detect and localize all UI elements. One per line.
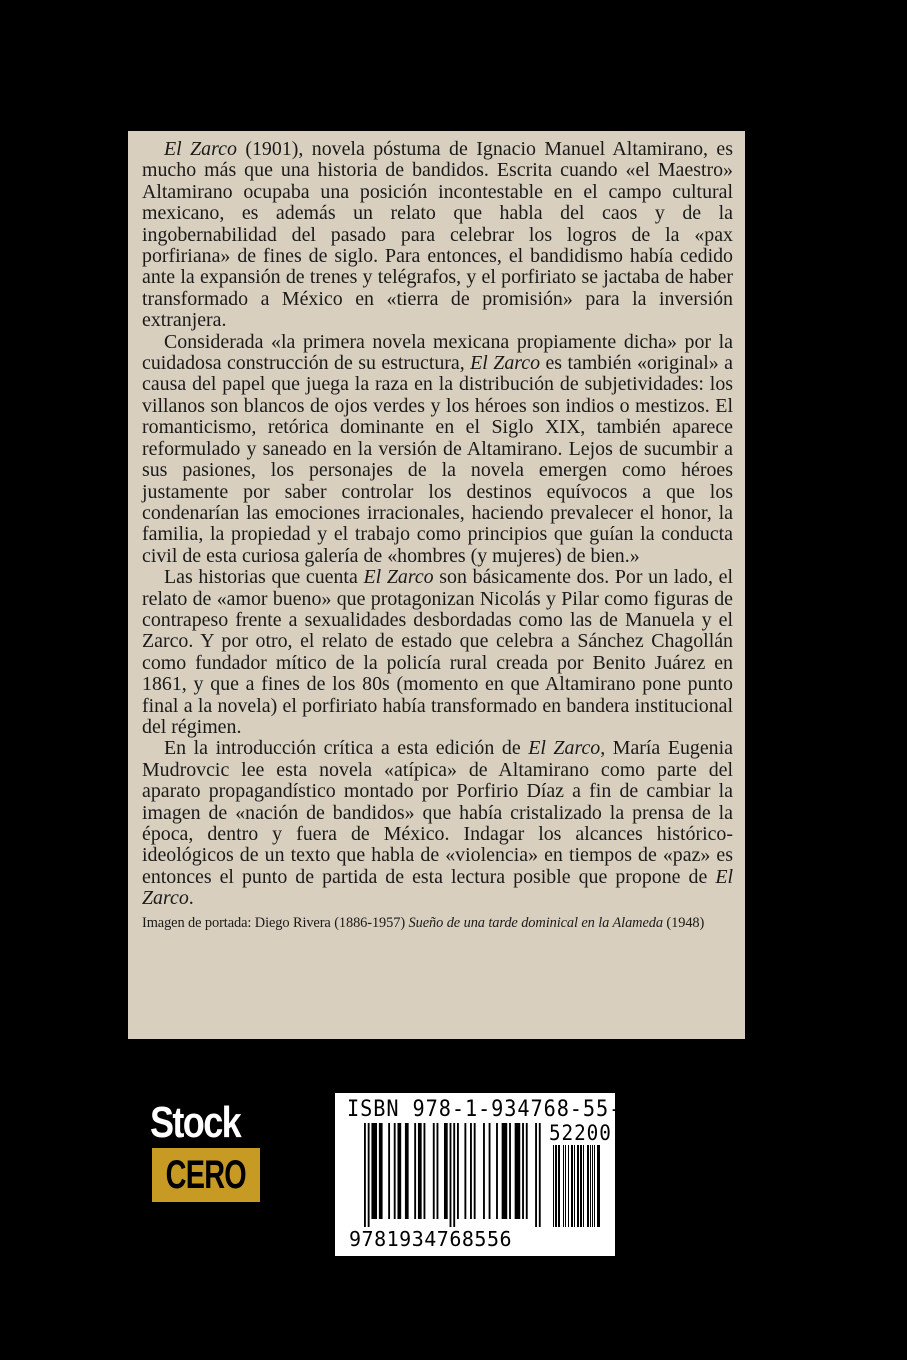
barcode-bar xyxy=(539,1123,541,1227)
barcode-bar xyxy=(470,1123,472,1219)
blurb-text-run: . xyxy=(188,887,194,910)
credit-prefix: Imagen de portada: Diego Rivera (1886-1957) xyxy=(142,914,409,931)
barcode-bar xyxy=(496,1123,498,1219)
barcode-bar xyxy=(571,1145,573,1227)
barcode-bar xyxy=(457,1123,459,1219)
barcode-bar xyxy=(590,1145,591,1227)
isbn-barcode xyxy=(335,1093,636,1256)
barcode-bar xyxy=(414,1123,416,1219)
barcode-bar xyxy=(515,1123,521,1219)
logo-word-stock: Stock xyxy=(150,1098,241,1147)
blurb-text-run: Las historias que cuenta xyxy=(164,566,364,589)
isbn-label: ISBN 978-1-934768-55-6 xyxy=(347,1097,636,1122)
book-title-italic: El Zarco xyxy=(528,737,601,760)
barcode-bar xyxy=(397,1123,401,1219)
barcode-bar xyxy=(424,1123,426,1219)
credit-artwork-title: Sueño de una tarde dominical en la Alameda xyxy=(408,914,663,931)
barcode-bar xyxy=(433,1123,435,1219)
blurb-text-run: son básicamente dos. Por un lado, el relato de «amor bueno» que protagonizan Nicolás y Pilar como figuras de contrapeso frente a sexualidades desbordadas como las de Manuela y el Zarco. Y por otro, el relato de estado que celebra a Sánchez Chagollán como fundador mítico de la policía rural creada por Benito Juárez en 1861, y que a fines de los 80s (momento en que Altamirano pone punto final a la novela) el porfiriato había transformado en bandera institucional del régimen. xyxy=(142,566,733,738)
logo-plate xyxy=(152,1148,260,1202)
barcode-bar xyxy=(577,1145,579,1227)
barcode-bar xyxy=(526,1123,528,1219)
barcode-bar xyxy=(368,1123,370,1227)
barcode-bar xyxy=(553,1145,554,1227)
publisher-logo xyxy=(150,1098,262,1202)
barcode-bar xyxy=(597,1145,600,1227)
blurb-paragraph xyxy=(142,332,733,567)
book-title-italic: El Zarco xyxy=(164,138,237,160)
barcode-bar xyxy=(489,1123,491,1219)
barcode-bar xyxy=(509,1123,511,1219)
price-addon-number: 52200 xyxy=(549,1121,612,1145)
blurb-text xyxy=(142,139,733,910)
barcode-bar xyxy=(574,1145,575,1227)
barcode-bar xyxy=(555,1145,557,1227)
barcode-bar xyxy=(563,1145,564,1227)
barcode-bar xyxy=(379,1123,383,1219)
book-title-italic: El Zarco xyxy=(363,566,434,589)
blurb-paragraph xyxy=(142,567,733,738)
blurb-paragraph xyxy=(142,139,733,332)
barcode-bar xyxy=(587,1145,589,1227)
credit-year: (1948) xyxy=(662,914,705,931)
cover-image-credit xyxy=(142,914,733,932)
blurb-paragraph xyxy=(142,738,733,909)
barcode-bar xyxy=(450,1123,452,1227)
addon-bars xyxy=(553,1145,605,1227)
blurb-text-run: es también «original» a causa del papel que juega la raza en la distribución de subjetividades: los villanos son blancos de ojos verdes y los héroes son indios o mestizos. El romanticismo, retórica dominante en el Siglo XIX, también aparece reformulado y saneado en la versión de Altamirano. Lejos de sucumbir a sus pasiones, los personajes de la novela emergen como héroes justamente por saber controlar los destinos equívocos a que los condenarían las emociones irracionales, haciendo prevalecer el honor, la familia, la propiedad y el trabajo como principios que guían la conducta civil de esta curiosa galería de «hombres (y mujeres) de bien.» xyxy=(142,352,733,567)
barcode-bar xyxy=(580,1145,582,1227)
book-title-italic: El Zarco xyxy=(142,865,733,910)
barcode-bar xyxy=(453,1123,455,1227)
back-cover-blurb-panel xyxy=(128,131,745,1039)
ean-number: 9781934768556 xyxy=(349,1227,513,1251)
barcode-bar xyxy=(565,1145,566,1227)
barcode-bar xyxy=(364,1123,366,1227)
barcode-bar xyxy=(394,1123,396,1219)
barcode-bar xyxy=(405,1123,409,1219)
barcode-bar xyxy=(444,1123,448,1219)
barcode-bar xyxy=(558,1145,560,1227)
barcode-bar xyxy=(437,1123,439,1219)
book-title-italic: El Zarco xyxy=(470,352,541,375)
blurb-text-run: Considerada «la primera novela mexicana propiamente dicha» por la cuidadosa construcción de su estructura, xyxy=(142,330,733,375)
barcode-bar xyxy=(583,1145,584,1227)
barcode-bar xyxy=(474,1123,476,1219)
blurb-text-run: , María Eugenia Mudrovcic lee esta novela «atípica» de Altamirano como parte del aparato propagandístico montado por Porfirio Díaz a fin de cambiar la imagen de «nación de bandidos» que había cristalizado la prensa de la época, dentro y fuera de México. Indagar los alcances histórico-ideológicos de un texto que habla de «violencia» en tiempos de «paz» es entonces el punto de partida de esta lectura posible que propone de xyxy=(142,737,733,888)
blurb-text-run: (1901), novela póstuma de Ignacio Manuel Altamirano, es mucho más que una historia de bandidos. Escrita cuando «el Maestro» Altamirano ocupaba una posición incontestable en el campo cultural mexicano, es además un relato que habla del caos y de la ingobernabilidad del pasado para celebrar los logros de la «pax porfiriana» de fines de siglo. Para entonces, el bandidismo había cedido ante la expansión de trenes y telégrafos, y el porfiriato se jactaba de haber transformado a México en «tierra de promisión» para la inversión extranjera. xyxy=(142,138,733,332)
barcode-bar xyxy=(464,1123,466,1219)
barcode-bar xyxy=(483,1123,485,1219)
blurb-text-run: En la introducción crítica a esta edición de xyxy=(164,737,529,760)
barcode-bar xyxy=(371,1123,377,1219)
barcode-bar xyxy=(502,1123,508,1219)
barcode-bar xyxy=(592,1145,593,1227)
barcode-bar xyxy=(388,1123,390,1219)
logo-word-cero: CERO xyxy=(165,1152,247,1197)
barcode-bar xyxy=(522,1123,524,1219)
barcode-bar xyxy=(594,1145,595,1227)
barcode-bar xyxy=(568,1145,569,1227)
barcode-bar xyxy=(418,1123,422,1219)
barcode-bar xyxy=(535,1123,537,1227)
ean13-bars xyxy=(364,1123,546,1227)
